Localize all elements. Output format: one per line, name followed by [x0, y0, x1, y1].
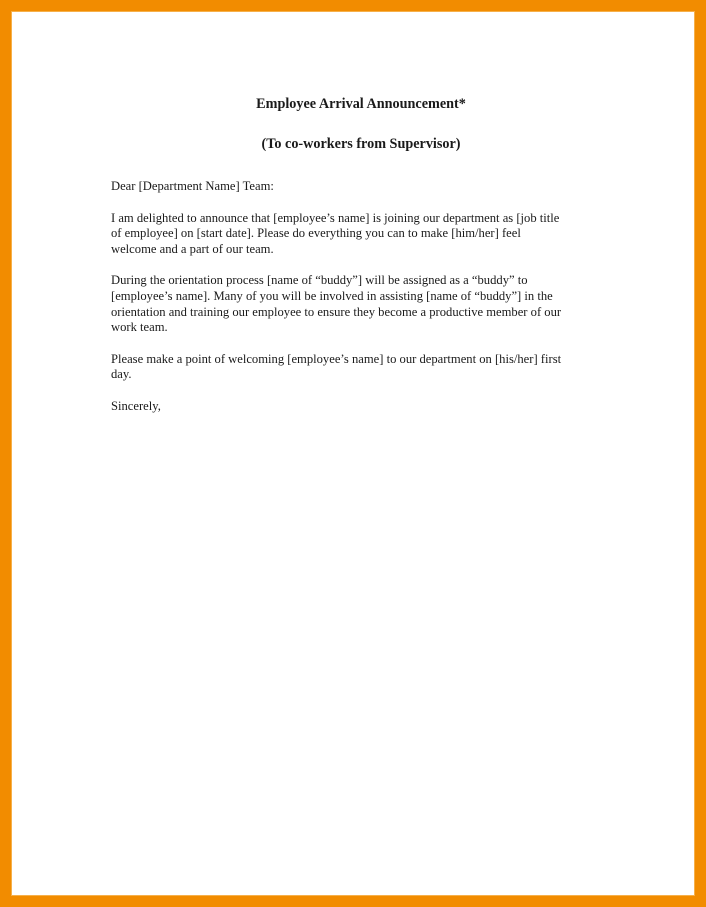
- paragraph-line: welcome and a part of our team.: [111, 241, 274, 256]
- paragraph-line: During the orientation process [name of “buddy”] will be assigned as a “buddy” to: [111, 273, 528, 288]
- paragraph-orientation: [111, 273, 611, 335]
- letter-document: [111, 95, 611, 415]
- paragraph-line: Please make a point of welcoming [employee’s name] to our department on [his/her] first: [111, 351, 562, 366]
- document-title: Employee Arrival Announcement*: [256, 96, 466, 112]
- paragraph-line: orientation and training our employee to ensure they become a productive member of our: [111, 304, 562, 319]
- salutation: Dear [Department Name] Team:: [111, 179, 274, 193]
- paragraph-line: day.: [111, 367, 132, 382]
- paragraph-line: of employee] on [start date]. Please do everything you can to make [him/her] feel: [111, 226, 521, 241]
- paragraph-announcement: [111, 211, 611, 258]
- closing: Sincerely,: [111, 398, 161, 413]
- document-subtitle: (To co-workers from Supervisor): [261, 136, 461, 152]
- paragraph-welcome: [111, 352, 611, 383]
- paragraph-line: work team.: [111, 320, 168, 335]
- paragraph-line: I am delighted to announce that [employee’s name] is joining our department as [job title: [111, 210, 560, 225]
- paragraph-line: [employee’s name]. Many of you will be involved in assisting [name of “buddy”] in the: [111, 288, 553, 303]
